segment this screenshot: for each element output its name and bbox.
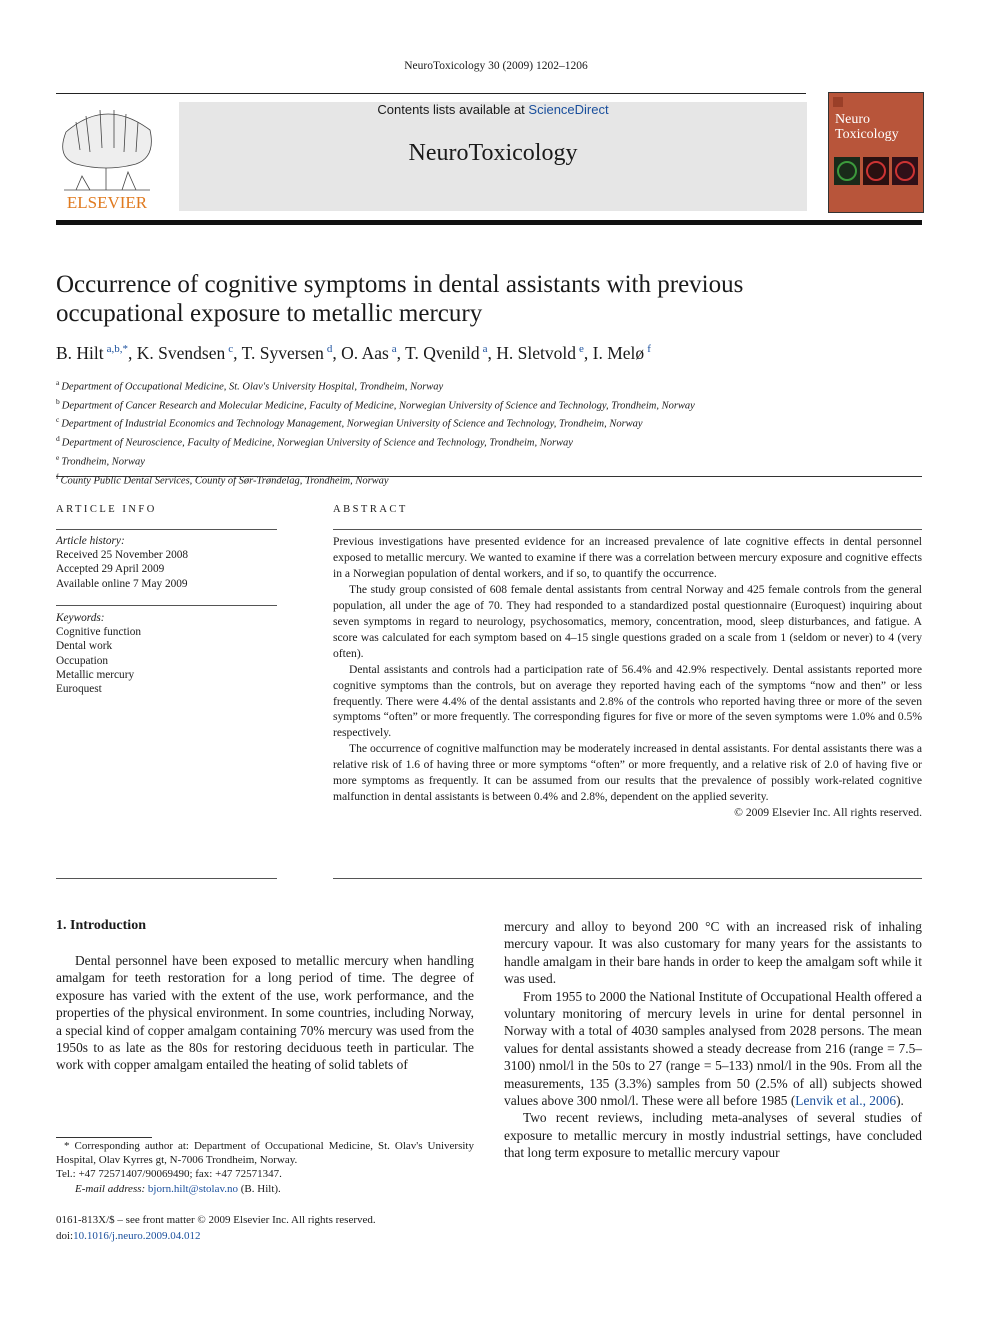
affiliation-mark: a [56, 378, 60, 387]
author-affiliation-mark[interactable]: a [391, 343, 397, 356]
affiliation-mark: f [56, 471, 59, 481]
author-name[interactable]: B. Hilt [56, 343, 104, 363]
affiliation-mark: c [56, 415, 60, 425]
body-right-column [504, 918, 922, 1162]
elsevier-wordmark: ELSEVIER [66, 193, 148, 212]
body-paragraph: mercury and alloy to beyond 200 °C with an increased risk of inhaling mercury vapour. It was also customary for many years for the assistants to handle amalgam in their bare hands in order to keep the amalgam soft while it was used. [504, 919, 922, 987]
divider [56, 878, 277, 879]
article-title: Occurrence of cognitive symptoms in dental assistants with previous occupational exposure to metallic mercury [56, 271, 744, 327]
contact-phone: Tel.: +47 72571407/90069490; fax: +47 72571347. [56, 1168, 282, 1181]
keyword: Dental work [56, 640, 113, 653]
top-rule [56, 93, 806, 94]
affiliation-text: Trondheim, Norway [61, 456, 145, 468]
abstract-paragraph: The occurrence of cognitive malfunction may be moderately increased in dental assistants. For dental assistants there was a relative risk of 1.6 of having three or more symptoms “often” or more frequently, and a relative risk of 2.0 of having five or more symptoms as frequently. It can be assumed from our results that the prevalence of possibly work-related cognitive malfunction in dental assistants is between 0.4% and 2.8%, dependent on the applied severity. [333, 742, 922, 804]
divider [56, 529, 277, 530]
divider [56, 476, 922, 477]
header-thick-rule [56, 220, 922, 225]
author-name[interactable]: T. Syversen [241, 343, 324, 363]
cover-title-1: Neuro [835, 112, 870, 127]
affiliation-text: Department of Occupational Medicine, St. Olav's University Hospital, Trondheim, Norway [61, 381, 444, 393]
issn-line: 0161-813X/$ – see front matter © 2009 Elsevier Inc. All rights reserved. [56, 1214, 376, 1226]
author-separator: , [332, 343, 342, 363]
author-list [56, 343, 922, 364]
affiliation [56, 376, 922, 395]
affiliation [56, 413, 922, 432]
history-item: Received 25 November 2008 [56, 549, 189, 562]
corresponding-footnote [56, 1139, 474, 1196]
author-name[interactable]: K. Svendsen [136, 343, 226, 363]
author-separator: , [128, 343, 137, 363]
affiliation [56, 470, 922, 489]
keyword: Euroquest [56, 683, 102, 696]
affiliation [56, 432, 922, 451]
body-left-column [56, 952, 474, 1074]
body-paragraph: Two recent reviews, including meta-analyses of several studies of exposure to metallic mercury in mostly industrial settings, have concluded that long term exposure to metallic mercury vapour [504, 1110, 922, 1161]
affiliation-mark: b [56, 396, 60, 406]
author-affiliation-mark[interactable]: a [482, 343, 488, 356]
sciencedirect-link[interactable]: ScienceDirect [528, 102, 609, 117]
keyword: Occupation [56, 654, 109, 667]
keyword: Metallic mercury [56, 668, 135, 681]
author-name[interactable]: T. Qvenild [405, 343, 480, 363]
paragraph-text: ). [896, 1093, 904, 1109]
copyright-line: © 2009 Elsevier Inc. All rights reserved. [734, 806, 922, 820]
email-link[interactable]: bjorn.hilt@stolav.no [147, 1182, 239, 1195]
history-item: Accepted 29 April 2009 [56, 563, 165, 576]
author-affiliation-mark[interactable]: a,b,* [106, 343, 129, 356]
tree-icon [56, 102, 158, 212]
author-separator: , [396, 343, 406, 363]
affiliation [56, 395, 922, 414]
doi-label: doi: [56, 1229, 74, 1242]
author-affiliation-mark[interactable]: c [228, 343, 234, 356]
paragraph-text: From 1955 to 2000 the National Institute of Occupational Health offered a voluntary monitoring of mercury levels in urine for dental personnel in Norway with a total of 4030 samples analysed from 2028 persons. The mean values for dental assistants showed a steady decrease from 216 (range = 7.5–3100) nmol/l in the 50s to 27 (range = 5–133) nmol/l in the 90s. From all the measurements, 135 (3.3%) samples from 50 (2.5% of all) subjects showed values above 300 nmol/l. These were all before 1985 ( [504, 988, 922, 1109]
journal-header-box [179, 102, 807, 211]
journal-cover[interactable] [828, 92, 924, 213]
divider [333, 878, 922, 879]
corresponding-author: * Corresponding author at: Department of Occupational Medicine, St. Olav's University Hospital, Olav Kyrres gt, N-7006 Trondheim, Norway. [56, 1140, 474, 1167]
affiliation-text: County Public Dental Services, County of Sør-Trøndelag, Trondheim, Norway [60, 475, 389, 487]
history-label: Article history: [56, 535, 125, 547]
affiliation [56, 451, 922, 470]
affiliation-list [56, 376, 922, 488]
doi-link[interactable]: 10.1016/j.neuro.2009.04.012 [73, 1229, 201, 1242]
affiliation-text: Department of Cancer Research and Molecular Medicine, Faculty of Medicine, Norwegian University of Science and Technology, Trondheim, Norway [61, 400, 695, 412]
affiliation-mark: d [56, 434, 60, 444]
journal-citation: NeuroToxicology 30 (2009) 1202–1206 [404, 60, 588, 72]
keyword-list [56, 611, 141, 696]
author-affiliation-mark[interactable]: f [647, 343, 651, 356]
cover-image [829, 93, 923, 212]
author-affiliation-mark[interactable]: d [326, 343, 333, 356]
divider [56, 605, 277, 606]
email-label: E-mail address: [75, 1182, 148, 1195]
contents-prefix: Contents lists available at [377, 102, 529, 117]
author-separator: , [487, 343, 497, 363]
body-paragraph [504, 988, 922, 1110]
keywords-label: Keywords: [56, 612, 105, 624]
cover-title-2: Toxicology [835, 127, 899, 142]
history-item: Available online 7 May 2009 [56, 577, 188, 590]
abstract-paragraph: The study group consisted of 608 female dental assistants from central Norway and 425 female controls from the general population, all under the age of 70. They had responded to a standardized postal questionnaire (Euroquest) inquiring about seven symptoms in regard to neurology, psychosomatics, memory, concentration, mood, sleep disturbances, and fatigue. A score was calculated for each symptom based on 4–15 single questions graded on a scale from 1 (seldom or never) to 4 (very often). [333, 582, 922, 660]
article-history [56, 534, 188, 591]
divider [333, 529, 922, 530]
page-footer [56, 1213, 376, 1244]
journal-name: NeuroToxicology [408, 140, 578, 166]
abstract-paragraph: Dental assistants and controls had a participation rate of 56.4% and 42.9% respectively. Dental assistants reported more cognitive symptoms than the controls, but on average they reported having each of the symptoms “now and then” or less frequently. There were 4.4% of the dental assistants and 2.8% of the controls who reported having three or more of the seven symptoms “often” or more frequently. The corresponding figures for five or more of the seven symptoms were 1.0% and 0.5% respectively. [333, 662, 922, 740]
elsevier-logo [56, 102, 158, 212]
body-paragraph: Dental personnel have been exposed to metallic mercury when handling amalgam for teeth restoration for a long period of time. The degree of exposure has varied with the extent of the use, work performance, and the properties of the physical environment. In some countries, including Norway, a special kind of copper amalgam containing 70% mercury was used from the 1950s to as late as the 80s for restoring deciduous teeth in particular. The work with copper amalgam entailed the heating of solid tablets of [56, 953, 474, 1073]
author-separator: , [233, 343, 242, 363]
abstract-paragraph: Previous investigations have presented evidence for an increased prevalence of late cognitive effects in dental personnel exposed to metallic mercury. We wanted to examine if there was a correlation between mercury exposure and cognitive effects in a Norwegian population of dental workers, and if so, to quantify the occurrence. [333, 535, 922, 580]
footnote-rule [56, 1137, 152, 1138]
author-name[interactable]: I. Melø [592, 343, 645, 363]
affiliation-mark: e [56, 452, 60, 462]
affiliation-text: Department of Industrial Economics and Technology Management, Norwegian University of Science and Technology, Trondheim, Norway [61, 418, 643, 430]
section-heading: 1. Introduction [56, 918, 146, 933]
abstract-body [333, 534, 922, 821]
keyword: Cognitive function [56, 626, 142, 639]
author-separator: , [583, 343, 593, 363]
author-name[interactable]: H. Sletvold [496, 343, 577, 363]
abstract-heading: ABSTRACT [333, 504, 408, 515]
article-info-heading: ARTICLE INFO [56, 504, 157, 515]
affiliation-text: Department of Neuroscience, Faculty of Medicine, Norwegian University of Science and Technology, Trondheim, Norway [61, 437, 573, 449]
email-suffix: (B. Hilt). [238, 1182, 281, 1195]
reference-link[interactable]: Lenvik et al., 2006 [795, 1093, 897, 1109]
contents-line [179, 102, 807, 117]
author-affiliation-mark[interactable]: e [579, 343, 584, 356]
author-name[interactable]: O. Aas [341, 343, 389, 363]
